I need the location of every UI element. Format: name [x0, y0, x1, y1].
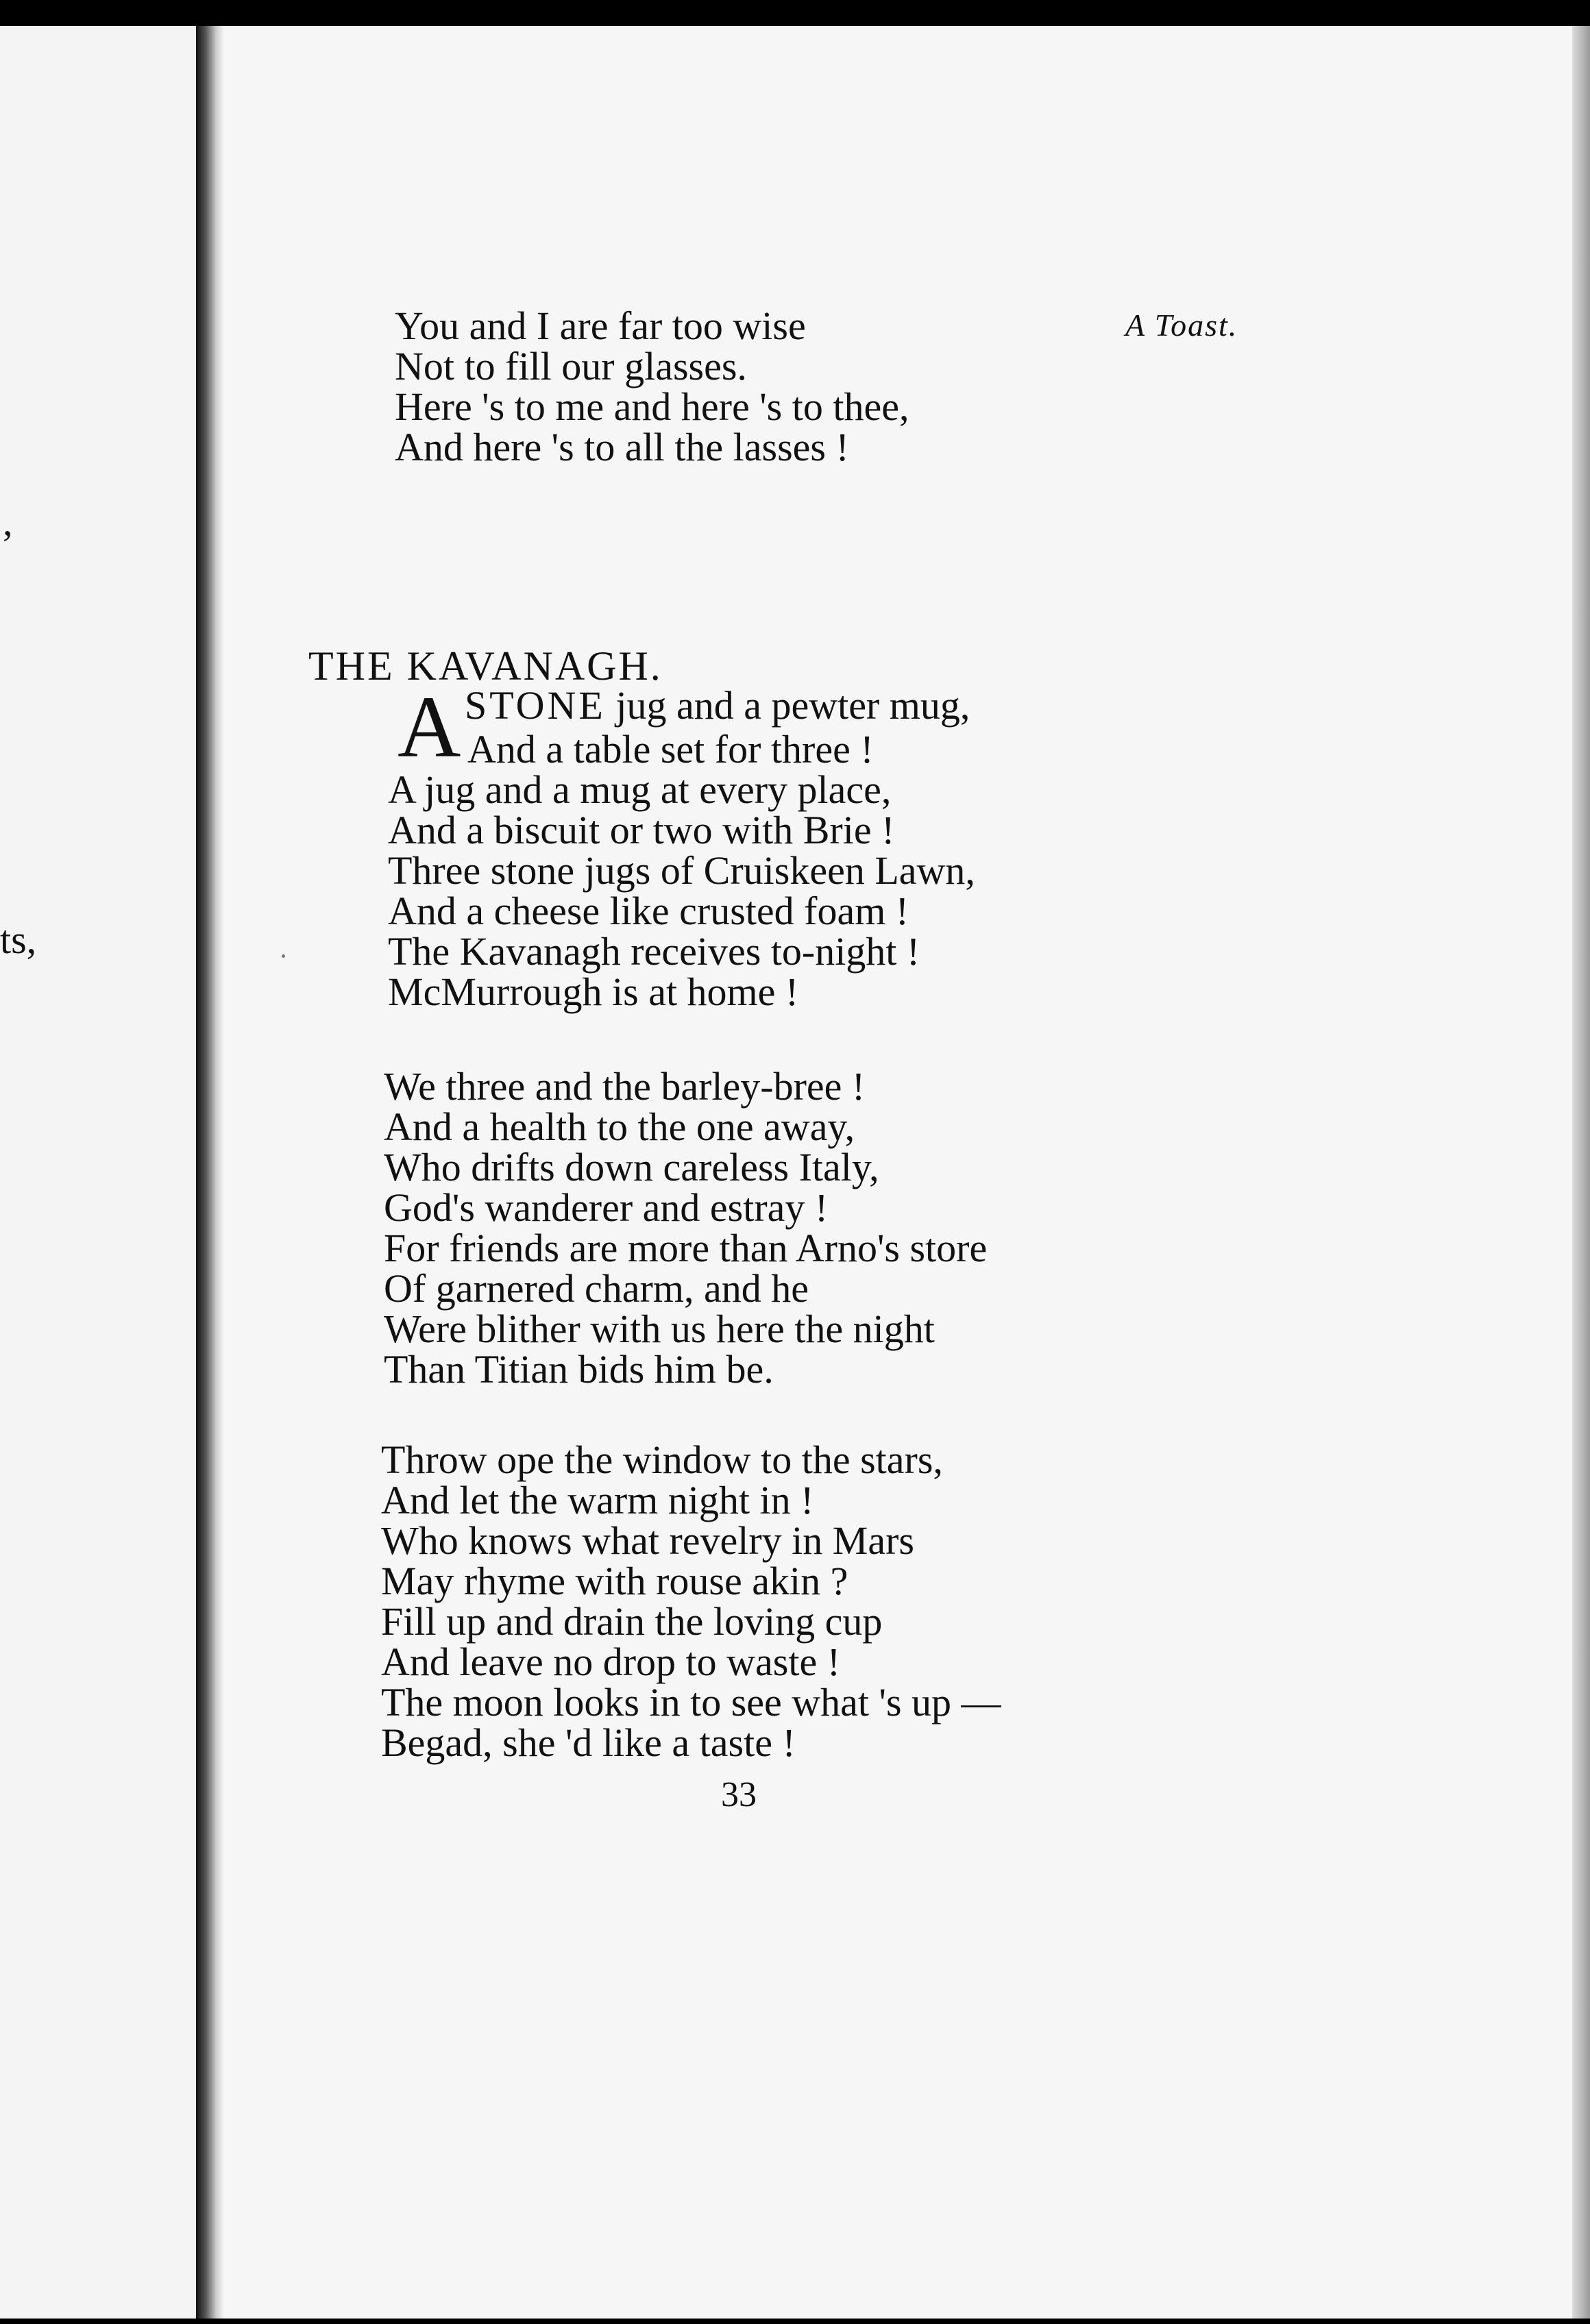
verse-line: And let the warm night in !	[381, 1478, 814, 1522]
book-gutter	[196, 26, 223, 2319]
page-number: 33	[721, 1775, 757, 1814]
verse-line: Here 's to me and here 's to thee,	[395, 384, 909, 429]
left-page-edge	[0, 26, 196, 2319]
verse-line: A jug and a mug at every place,	[388, 767, 892, 812]
toast-verse	[395, 306, 909, 467]
first-line-rest: jug and a pewter mug,	[605, 683, 970, 728]
verse-line: And a cheese like crusted foam !	[388, 889, 909, 933]
marginal-title: A Toast.	[1125, 308, 1238, 343]
page-edge	[1572, 26, 1590, 2319]
verse-line: And a health to the one away,	[384, 1104, 855, 1149]
verse-line: Throw ope the window to the stars,	[381, 1437, 943, 1482]
verse-line: And here 's to all the lasses !	[395, 425, 849, 469]
verse-line: And a biscuit or two with Brie !	[388, 808, 895, 852]
verse-line: We three and the barley-bree !	[384, 1064, 866, 1109]
page-blemish	[282, 954, 285, 958]
poem-title: THE KAVANAGH.	[308, 643, 663, 689]
drop-cap: A	[398, 678, 461, 776]
verse-line: Who drifts down careless Italy,	[384, 1145, 879, 1189]
verse-line: Not to fill our glasses.	[395, 344, 747, 388]
verse-line: Of garnered charm, and he	[384, 1266, 809, 1311]
verse-line: May rhyme with rouse akin ?	[381, 1559, 848, 1603]
verse-line: And leave no drop to waste !	[381, 1640, 841, 1684]
verse-line: You and I are far too wise	[395, 304, 806, 348]
verse-line: The Kavanagh receives to-night !	[388, 929, 920, 974]
stanza-1	[388, 729, 975, 1012]
first-line	[465, 685, 970, 726]
left-page-fragment: ts,	[0, 917, 37, 962]
stanza-2	[384, 1064, 988, 1392]
verse-line: Fill up and drain the loving cup	[381, 1599, 883, 1644]
verse-line: The moon looks in to see what 's up —	[381, 1680, 1001, 1725]
verse-line: McMurrough is at home !	[388, 969, 799, 1014]
verse-line: God's wanderer and estray !	[384, 1185, 829, 1230]
verse-line: Who knows what revelry in Mars	[381, 1518, 914, 1563]
verse-line: And a table set for three !	[467, 727, 874, 771]
verse-line: Were blither with us here the night	[384, 1307, 935, 1351]
verse-line: For friends are more than Arno's store	[384, 1226, 988, 1270]
stanza-3	[381, 1439, 1001, 1763]
first-line-caps: STONE	[465, 683, 606, 728]
verse-line: Begad, she 'd like a taste !	[381, 1720, 796, 1765]
verse-line: Than Titian bids him be.	[384, 1347, 774, 1392]
verse-line: Three stone jugs of Cruiskeen Lawn,	[388, 848, 975, 893]
left-page-fragment: ,	[3, 499, 13, 544]
